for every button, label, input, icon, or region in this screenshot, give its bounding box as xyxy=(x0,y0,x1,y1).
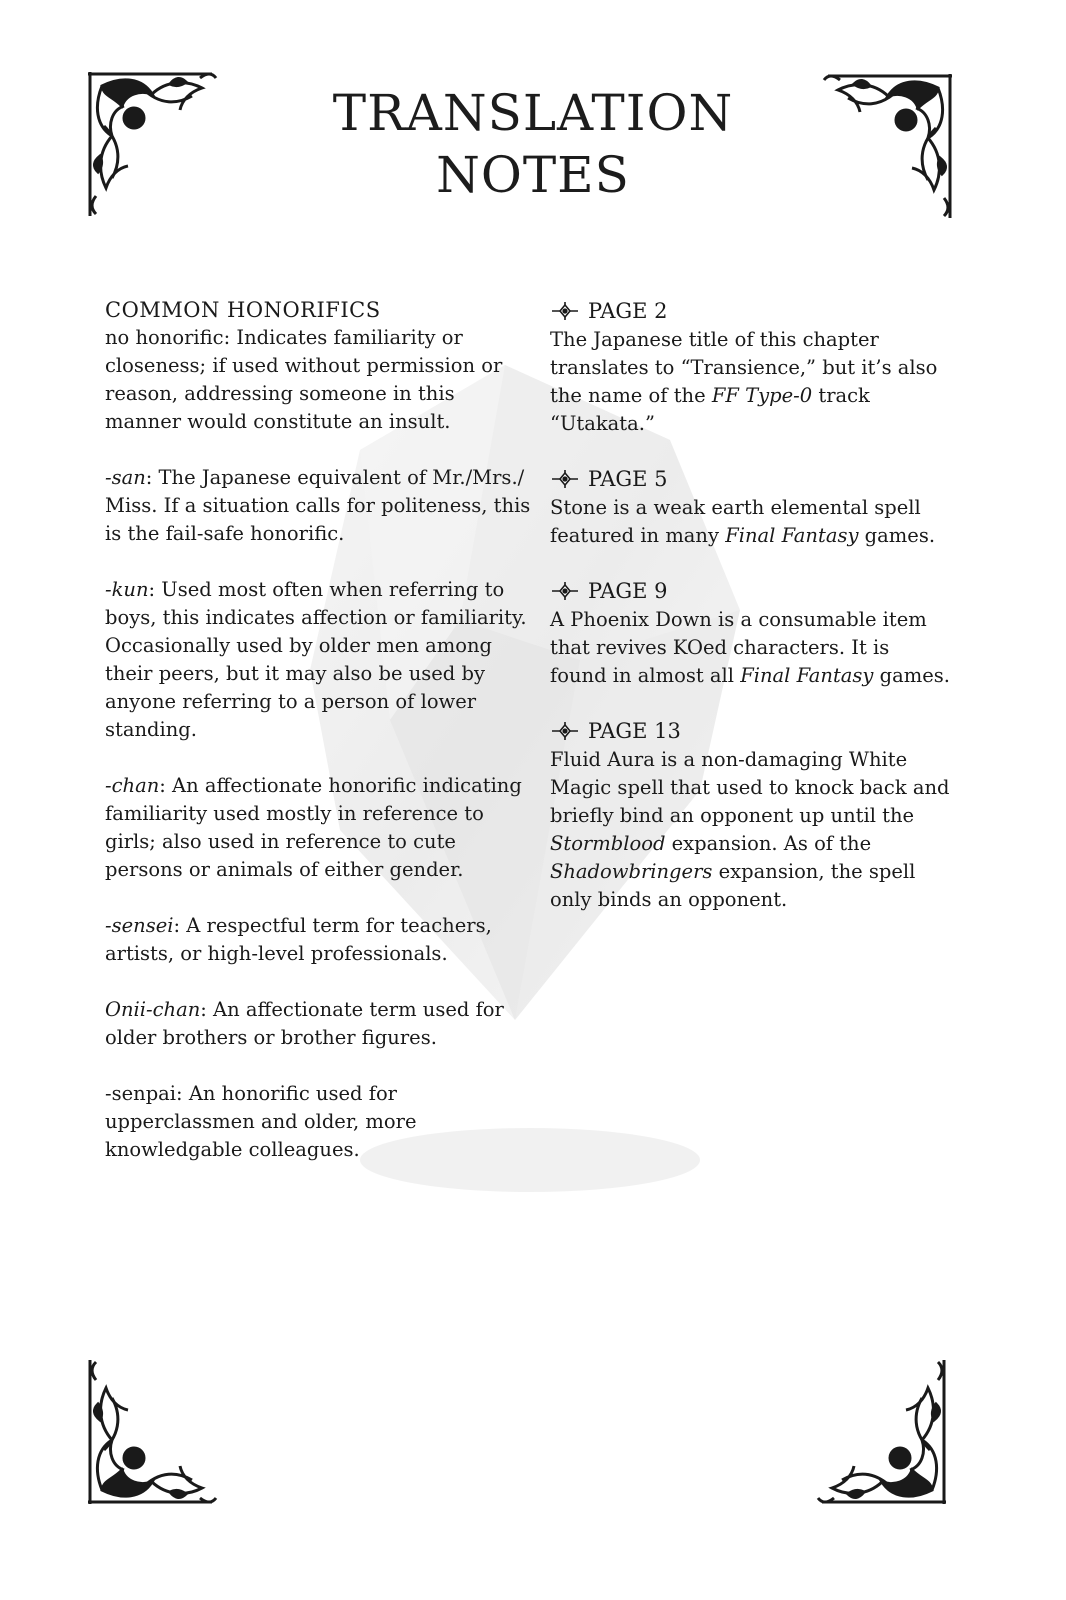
note-heading xyxy=(550,464,950,494)
honorific-term: -san xyxy=(105,466,146,489)
note-text-part: games. xyxy=(873,664,950,687)
honorifics-heading: COMMON HONORIFICS xyxy=(105,298,381,322)
honorific-text xyxy=(105,464,535,548)
honorific-text xyxy=(105,324,535,436)
note-heading xyxy=(550,576,950,606)
honorific-text xyxy=(105,912,535,968)
honorific-text xyxy=(105,576,535,744)
honorific-definition: : The Japanese equivalent of Mr./Mrs./ Miss. If a situation calls for politeness, this is the fail-safe honorific. xyxy=(105,466,531,545)
note-page-2 xyxy=(550,296,950,438)
note-text-part: Stone is a weak earth elemental spell featured in many xyxy=(550,496,921,547)
ornament-corner-bottom-right-icon xyxy=(812,1350,952,1510)
note-page-13 xyxy=(550,716,950,914)
honorific-text xyxy=(105,996,535,1052)
honorific-entry-senpai xyxy=(105,1080,535,1164)
note-text-part: games. xyxy=(858,524,936,547)
note-heading xyxy=(550,716,950,746)
note-heading xyxy=(550,296,950,326)
honorific-definition: : An affectionate honorific indicating familiarity used mostly in reference to girls; also used in reference to cute persons or animals of either gender. xyxy=(105,774,522,881)
note-text-part: expansion, the spell only binds an opponent. xyxy=(550,860,916,911)
note-page-label: PAGE 13 xyxy=(588,719,681,743)
diamond-sparkle-icon xyxy=(550,300,580,322)
note-text-part: track “Utakata.” xyxy=(550,384,870,435)
note-text-italic: Stormblood xyxy=(550,832,666,855)
note-text-italic: Final Fantasy xyxy=(740,664,874,687)
honorific-entry-kun xyxy=(105,576,535,744)
honorific-term: -senpai xyxy=(105,1082,177,1105)
honorific-term: no honorific xyxy=(105,326,224,349)
honorifics-column xyxy=(105,296,535,1192)
honorific-entry-san xyxy=(105,464,535,548)
honorific-definition: : An honorific used for upperclassmen and older, more knowledgable colleagues. xyxy=(105,1082,417,1161)
ornament-corner-bottom-left-icon xyxy=(82,1350,222,1510)
page-title-line-2: NOTES xyxy=(436,146,630,204)
honorific-entry-sensei xyxy=(105,912,535,968)
note-text-italic: Final Fantasy xyxy=(725,524,859,547)
note-text-italic: Shadowbringers xyxy=(550,860,713,883)
honorific-entry-chan xyxy=(105,772,535,884)
page-notes-column xyxy=(550,296,950,940)
honorific-entry-onii-chan xyxy=(105,996,535,1052)
note-text-part: A Phoenix Down is a consumable item that revives KOed characters. It is found in almost all xyxy=(550,608,927,687)
honorific-entry-none xyxy=(105,324,535,436)
honorific-term: -chan xyxy=(105,774,160,797)
note-text xyxy=(550,746,950,914)
note-text-italic: FF Type-0 xyxy=(711,384,813,407)
honorific-definition: : A respectful term for teachers, artists, or high-level professionals. xyxy=(105,914,492,965)
honorific-text xyxy=(105,772,535,884)
note-text-part: expansion. As of the xyxy=(665,832,872,855)
page-title-line-1: TRANSLATION xyxy=(332,84,734,142)
note-text xyxy=(550,326,950,438)
note-page-label: PAGE 2 xyxy=(588,299,668,323)
diamond-sparkle-icon xyxy=(550,580,580,602)
note-text xyxy=(550,494,950,550)
honorific-definition: : Used most often when referring to boys, this indicates affection or familiarity. Occasionally used by older men among their peers, but it may also be used by anyone referring to a person of lower standing. xyxy=(105,578,527,741)
diamond-sparkle-icon xyxy=(550,468,580,490)
note-page-5 xyxy=(550,464,950,550)
note-page-label: PAGE 9 xyxy=(588,579,668,603)
note-page-9 xyxy=(550,576,950,690)
honorific-term: -sensei xyxy=(105,914,174,937)
page-title xyxy=(0,82,1066,206)
note-text-part: The Japanese title of this chapter translates to “Transience,” but it’s also the name of the xyxy=(550,328,938,407)
honorific-text xyxy=(105,1080,535,1164)
note-text xyxy=(550,606,950,690)
honorific-definition: : Indicates familiarity or closeness; if used without permission or reason, addressing someone in this manner would constitute an insult. xyxy=(105,326,503,433)
note-page-label: PAGE 5 xyxy=(588,467,668,491)
honorific-term: -kun xyxy=(105,578,149,601)
honorific-definition: : An affectionate term used for older brothers or brother figures. xyxy=(105,998,504,1049)
diamond-sparkle-icon xyxy=(550,720,580,742)
honorific-term: Onii-chan xyxy=(105,998,201,1021)
note-text-part: Fluid Aura is a non-damaging White Magic spell that used to knock back and briefly bind an opponent up until the xyxy=(550,748,950,827)
